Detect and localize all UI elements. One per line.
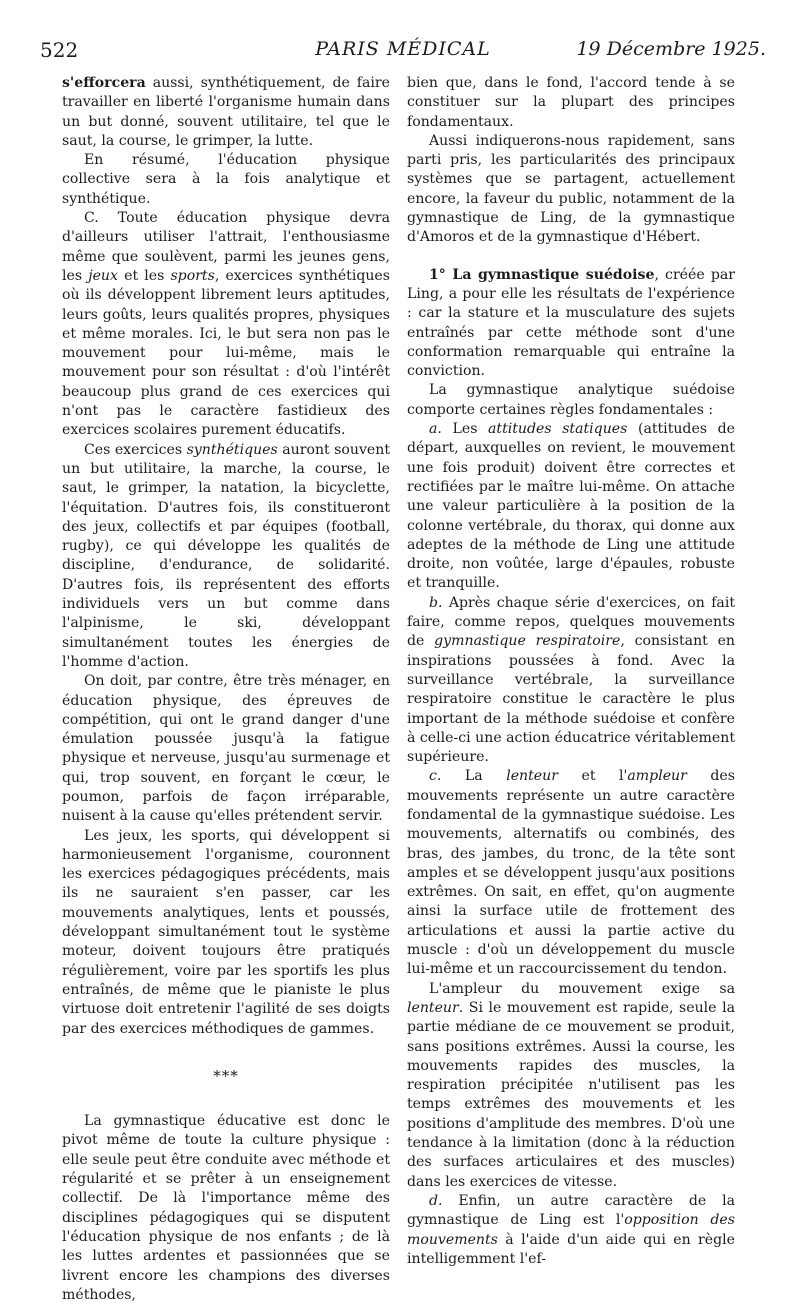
paragraph-text: . Si le mouvement est rapide, seule la partie médiane de ce mouvement se produit, sans positions extrêmes. Aussi la course, les mouvements rapides des muscles, la respiration précipitée n'utilisent pas les temps extrêmes des mouvements et les positions d'amplitude des membres. D'où une tendance à la limitation (donc à la réduction des surfaces articulaires et des muscles) dans les exercices de vitesse. bbox=[407, 999, 735, 1190]
paragraph bbox=[62, 441, 390, 673]
item-label: d. bbox=[429, 1192, 443, 1209]
section-heading: 1° La gymnastique suédoise bbox=[429, 266, 655, 283]
paragraph bbox=[407, 767, 735, 979]
paragraph-text: , exercices synthétiques où ils développent librement leurs aptitudes, leurs goûts, leurs qualités propres, physiques et même morales. Ici, le but sera non pas le mouvement pour lui-même, mais le mouvement pour son résultat : d'où l'intérêt beaucoup plus grand de ces exercices qui n'ont pas le caractère fastidieux des exercices scolaires purement éducatifs. bbox=[62, 267, 391, 439]
paragraph-text: Enfin, un autre caractère de la gymnastique de Ling est l' bbox=[407, 1192, 735, 1229]
paragraph-text: L'ampleur du mouvement exige sa bbox=[429, 980, 735, 997]
paragraph-text: , consistant en inspirations poussées à fond. Avec la surveillance vertébrale, la surveillance respiratoire constitue le caractère le plus important de la méthode suédoise et confère à celle-ci une action éducatrice véritablement supérieure. bbox=[407, 633, 735, 766]
paragraph-text: , créée par Ling, a pour elle les résultats de l'expérience : car la stature et la musculature des sujets entraînés par cette méthode sont d'une conformation remarquable qui entraîne la conviction. bbox=[407, 266, 735, 380]
page-number: 522 bbox=[40, 38, 79, 62]
paragraph bbox=[407, 980, 735, 1192]
paragraph-text: Après chaque série d'exercices, on fait faire, comme repos, quelques mouvements de bbox=[407, 594, 735, 650]
paragraph-text: C. Toute éducation physique devra d'ailleurs utiliser l'attrait, l'enthousiasme même que soulèvent, parmi les jeunes gens, les bbox=[62, 210, 390, 284]
section-paragraph bbox=[407, 266, 735, 382]
paragraph bbox=[62, 209, 390, 441]
paragraph-text: des mouvements représente un autre caractère fondamental de la gymnastique suédoise. Les mouvements, alternatifs ou combinés, des bras, des jambes, du tronc, de la tête sont amples et se développent jusqu'aux positions extrêmes. On sait, en effet, qu'on augmente ainsi la surface utile de frottement des articulations et aussi la partie active du muscle : d'où un développement du muscle lui-même et un raccourcissement du tendon. bbox=[407, 768, 735, 978]
paragraph: Aussi indiquerons-nous rapidement, sans parti pris, les particularités des principaux systèmes que se partagent, actuellement encore, la faveur du public, notamment de la gymnastique de Ling, de la gymnastique d'Amoros et de la gymnastique d'Hébert. bbox=[407, 132, 735, 246]
paragraph bbox=[62, 74, 390, 151]
emphasis: attitudes statiques bbox=[488, 421, 628, 438]
left-column bbox=[62, 74, 390, 1305]
paragraph bbox=[407, 420, 735, 594]
paragraph: En résumé, l'éducation physique collective sera à la fois analytique et synthétique. bbox=[62, 152, 390, 207]
issue-date: 19 Décembre 1925. bbox=[576, 38, 766, 60]
paragraph bbox=[407, 594, 735, 768]
emphasis: opposition des mouvements bbox=[407, 1212, 735, 1248]
emphasis: lenteur bbox=[407, 999, 459, 1016]
paragraph: Les jeux, les sports, qui développent si harmonieusement l'organisme, couronnent les exercices pédagogiques précédents, mais ils ne sauraient s'en passer, car les mouvements analytiques, lents et poussés, développant simultanément tout le système moteur, doivent toujours être pratiqués régulièrement, voire par les sportifs les plus entraînés, de même que le pianiste le plus virtuose doit entretenir l'agilité de ses doigts par des exercices méthodiques de gammes. bbox=[62, 827, 390, 1037]
emphasis: jeux bbox=[88, 267, 118, 284]
section-separator: *** bbox=[213, 1066, 239, 1085]
paragraph-text: (attitudes de départ, auxquelles on revient, le mouvement une fois produit) doivent être correctes et rectifiées par le maître lui-même. On attache une valeur particulière à la position de la colonne vertébrale, du thorax, qui donne aux adeptes de la méthode de Ling une attitude droite, non voûtée, large d'épaules, robuste et tranquille. bbox=[407, 421, 735, 592]
paragraph: La gymnastique analytique suédoise comporte certaines règles fondamentales : bbox=[407, 382, 735, 418]
journal-title: PARIS MÉDICAL bbox=[315, 38, 491, 60]
paragraph-text: aussi, synthétiquement, de faire travailler en liberté l'organisme humain dans un but donné, souvent utilitaire, tel que le saut, la course, le grimper, la lutte. bbox=[62, 75, 390, 149]
emphasis: synthétiques bbox=[186, 441, 278, 458]
paragraph-text: Les bbox=[441, 421, 489, 438]
paragraph-text: auront souvent un but utilitaire, la marche, la course, le saut, le grimper, la natation, la bicyclette, l'équitation. D'autres fois, ils constitueront des jeux, collectifs et par équipes (football, rugby), ce qui développe les qualités de discipline, d'endurance, de solidarité. D'autres fois, ils représentent des efforts individuels vers un but comme dans l'alpinisme, le ski, développant simultanément toutes les énergies de l'homme d'action. bbox=[62, 441, 391, 670]
paragraph-text: Ces exercices bbox=[84, 441, 187, 458]
emphasis: ampleur bbox=[627, 768, 687, 785]
item-label: b. bbox=[429, 594, 443, 611]
paragraph-text: et l' bbox=[557, 768, 628, 785]
page-header bbox=[40, 38, 766, 66]
emphasis: gymnastique respiratoire bbox=[434, 633, 621, 650]
item-label: c. bbox=[429, 768, 442, 785]
paragraph: bien que, dans le fond, l'accord tende à se constituer sur la plupart des principes fondamentaux. bbox=[407, 75, 735, 130]
paragraph-text: à l'aide d'un aide qui en règle intelligemment l'ef- bbox=[407, 1231, 735, 1267]
paragraph: On doit, par contre, être très ménager, en éducation physique, des épreuves de compétition, qui ont le grand danger d'une émulation poussée jusqu'à la fatigue physique et nerveuse, jusqu'au surmenage et qui, trop souvent, en forçant le cœur, le poumon, parfois de façon irréparable, nuisent à la cause qu'elles prétendent servir. bbox=[62, 673, 390, 825]
paragraph-text: et les bbox=[117, 267, 171, 284]
continued-word: s'efforcera bbox=[62, 75, 146, 91]
right-column bbox=[407, 74, 735, 1269]
item-label: a. bbox=[429, 421, 442, 438]
emphasis: sports bbox=[170, 267, 215, 284]
paragraph-text: La bbox=[441, 768, 507, 785]
paragraph bbox=[407, 1192, 735, 1269]
emphasis: lenteur bbox=[506, 768, 558, 785]
paragraph: La gymnastique éducative est donc le pivot même de toute la culture physique : elle seule peut être conduite avec méthode et régularité et se prêter à un enseignement collectif. De là l'importance même des disciplines pédagogiques qui se disputent l'éducation physique de nos enfants ; de là les luttes ardentes et passionnées que se livrent encore les champions des diverses méthodes, bbox=[62, 1113, 390, 1303]
